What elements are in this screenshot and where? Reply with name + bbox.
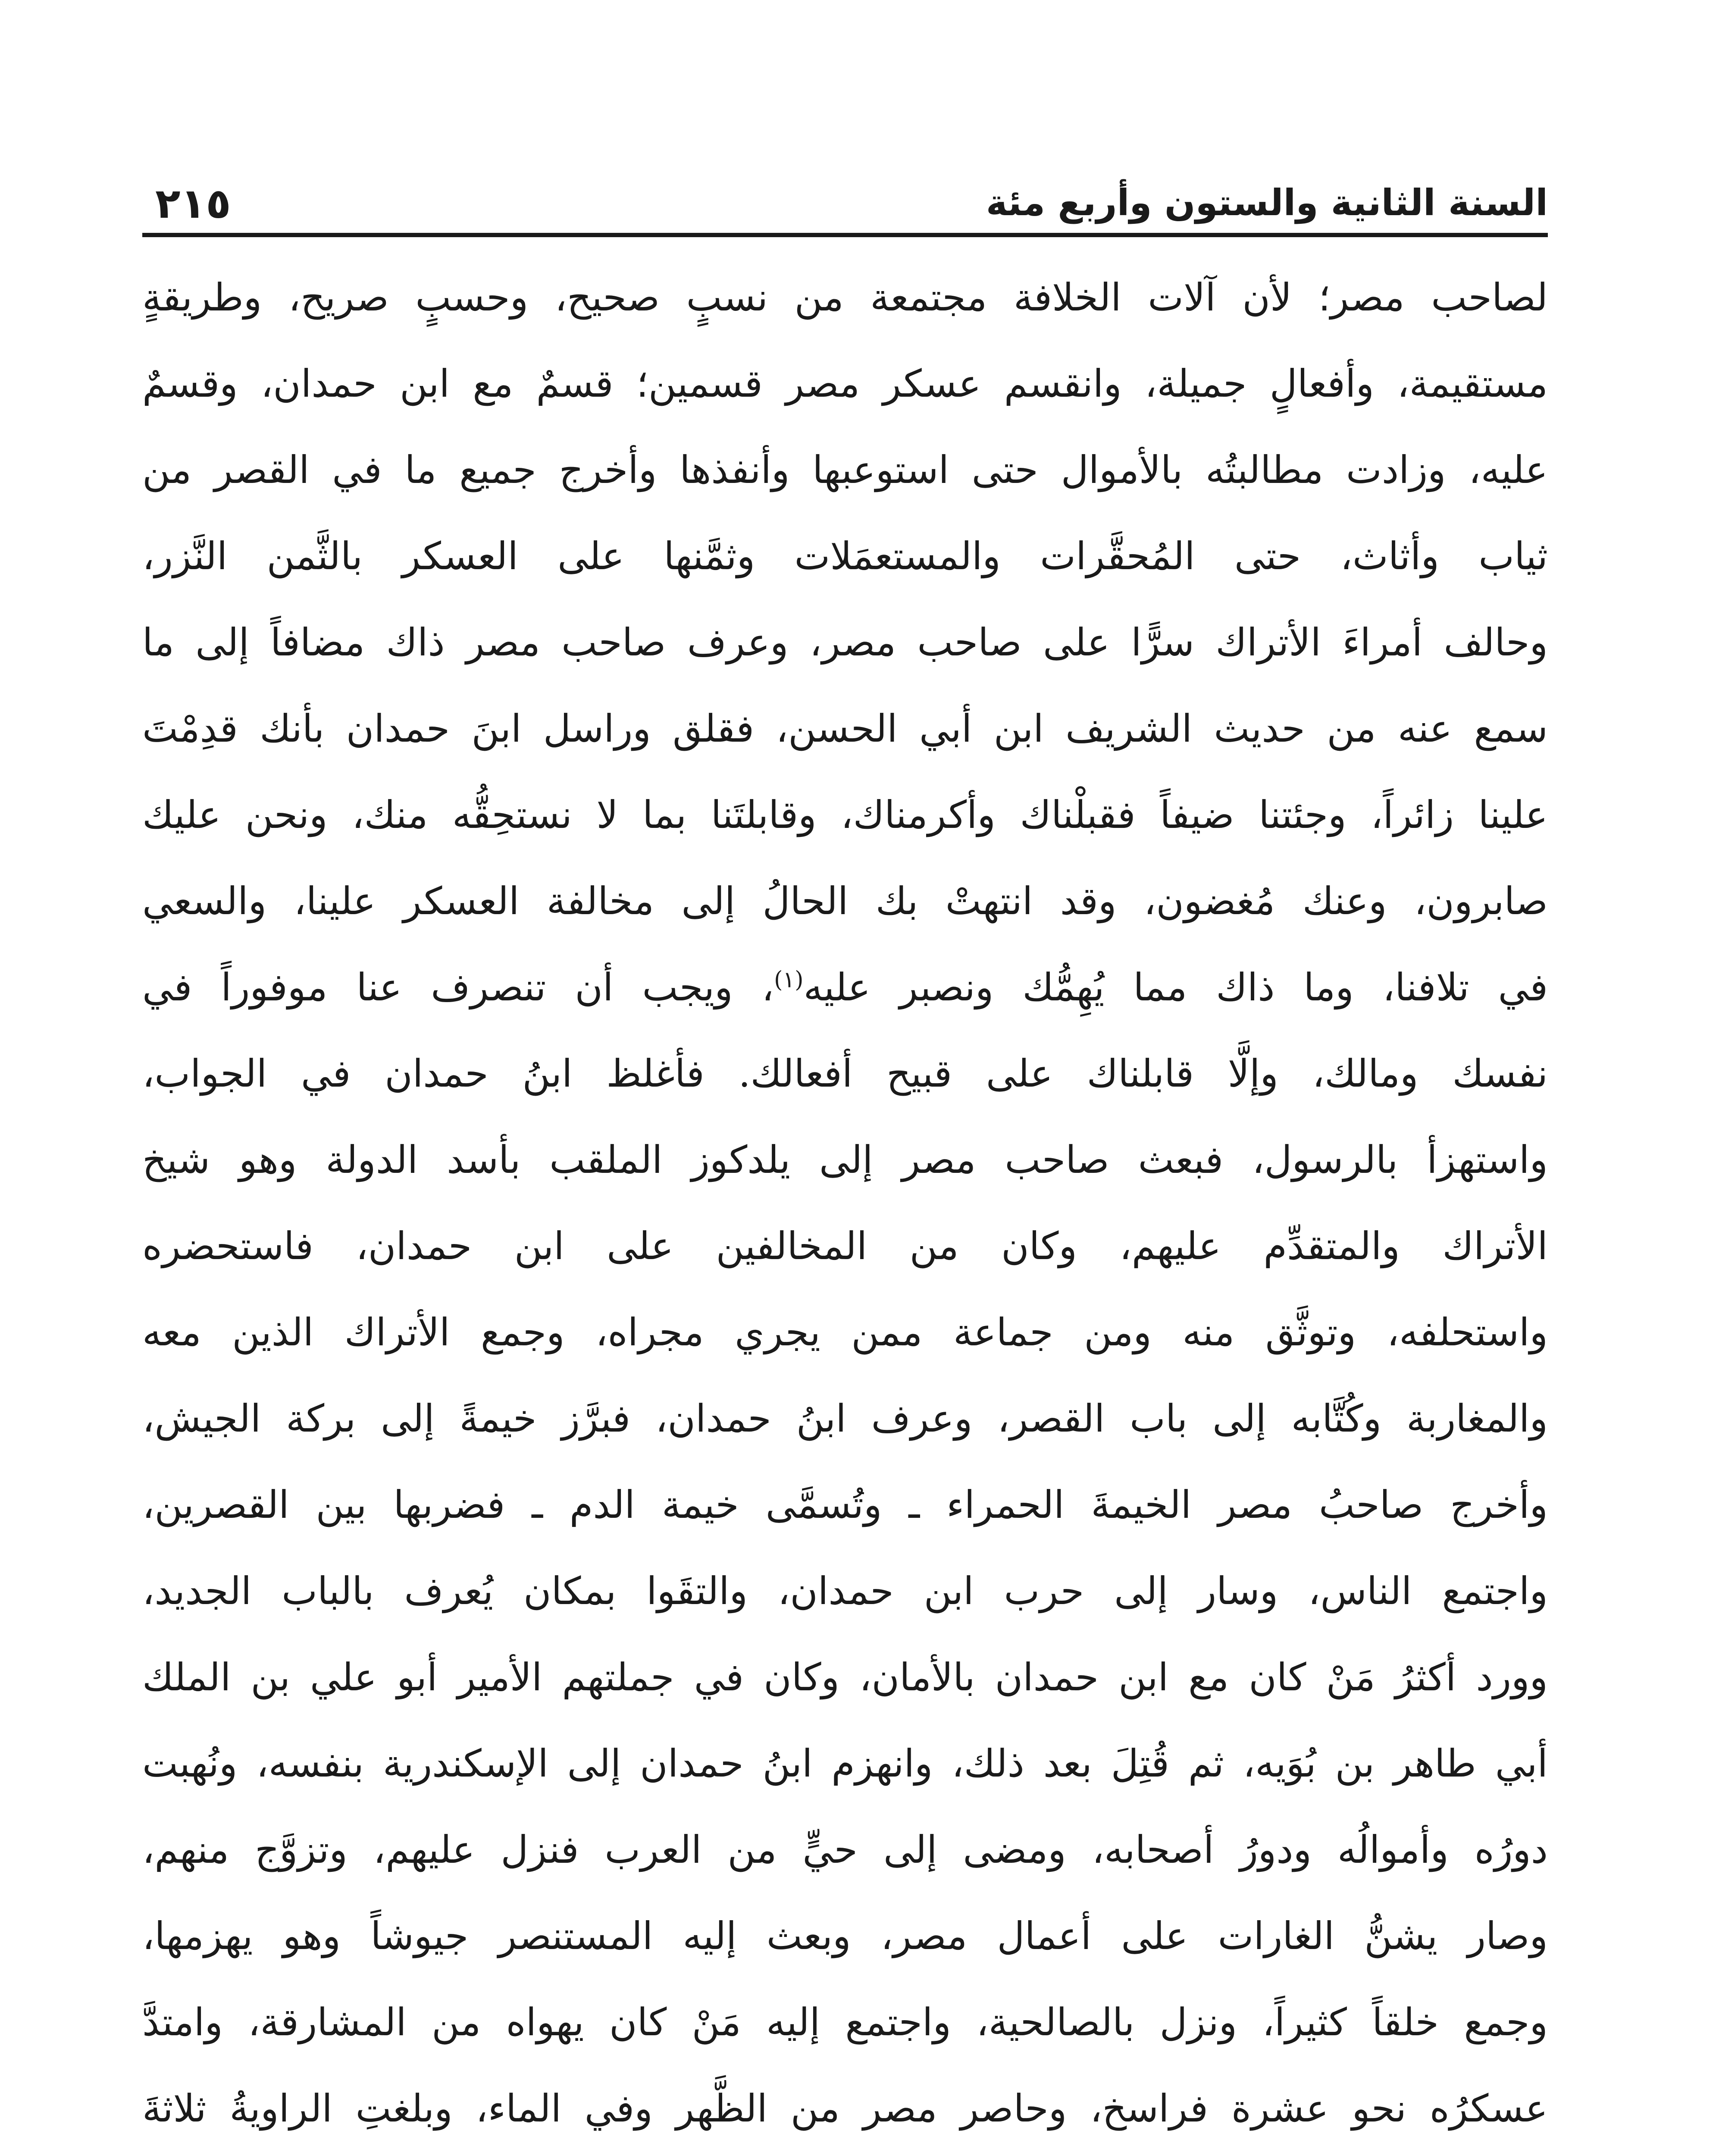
text-line: وجمع خلقاً كثيراً، ونزل بالصالحية، واجتمع إليه مَنْ كان يهواه من المشارقة، وامتدَّ bbox=[142, 2000, 1548, 2044]
text-line bbox=[142, 2152, 1548, 2156]
text-line: واستحلفه، وتوثَّق منه ومن جماعة ممن يجري مجراه، وجمع الأتراك الذين معه bbox=[142, 1310, 1548, 1354]
text-line: عليه، وزادت مطالبتُه بالأموال حتى استوعبها وأنفذها وأخرج جميع ما في القصر من bbox=[142, 448, 1548, 492]
text-line: أبي طاهر بن بُوَيه، ثم قُتِلَ بعد ذلك، وانهزم ابنُ حمدان إلى الإسكندرية بنفسه، ونُهبت bbox=[142, 1741, 1548, 1786]
text-line: والمغاربة وكُتَّابه إلى باب القصر، وعرف ابنُ حمدان، فبرَّز خيمةً إلى بركة الجيش، bbox=[142, 1396, 1548, 1441]
text-line: نفسك ومالك، وإلَّا قابلناك على قبيح أفعالك. فأغلظ ابنُ حمدان في الجواب، bbox=[142, 1051, 1548, 1096]
text-line: واجتمع الناس، وسار إلى حرب ابن حمدان، والتقَوا بمكان يُعرف بالباب الجديد، bbox=[142, 1569, 1548, 1613]
text-segment: ، ويجب أن تنصرف عنا موفوراً في bbox=[142, 965, 774, 1009]
text-line: وصار يشنُّ الغارات على أعمال مصر، وبعث إليه المستنصر جيوشاً وهو يهزمها، bbox=[142, 1914, 1548, 1958]
header-divider bbox=[142, 233, 1548, 237]
text-line: سمع عنه من حديث الشريف ابن أبي الحسن، فقلق وراسل ابنَ حمدان بأنك قدِمْتَ bbox=[142, 706, 1548, 751]
text-line: الأتراك والمتقدِّم عليهم، وكان من المخالفين على ابن حمدان، فاستحضره bbox=[142, 1224, 1548, 1268]
page-header bbox=[142, 160, 1548, 229]
text-segment: في تلافنا، وما ذاك مما يُهِمُّك ونصبر عليه bbox=[803, 965, 1548, 1009]
text-line: واستهزأ بالرسول، فبعث صاحب مصر إلى يلدكوز الملقب بأسد الدولة وهو شيخ bbox=[142, 1138, 1548, 1182]
page-number: ٢١٥ bbox=[155, 179, 231, 228]
text-line: وأخرج صاحبُ مصر الخيمةَ الحمراء ـ وتُسمَّى خيمة الدم ـ فضربها بين القصرين، bbox=[142, 1482, 1548, 1527]
text-line: صابرون، وعنك مُغضون، وقد انتهتْ بك الحالُ إلى مخالفة العسكر علينا، والسعي bbox=[142, 879, 1548, 923]
main-text bbox=[142, 254, 1548, 2156]
text-line: لصاحب مصر؛ لأن آلات الخلافة مجتمعة من نسبٍ صحيح، وحسبٍ صريح، وطريقةٍ bbox=[142, 275, 1548, 320]
text-line-with-footnote bbox=[142, 944, 1548, 1031]
text-line: وورد أكثرُ مَنْ كان مع ابن حمدان بالأمان، وكان في جملتهم الأمير أبو علي بن الملك bbox=[142, 1655, 1548, 1699]
text-line: وحالف أمراءَ الأتراك سرًّا على صاحب مصر، وعرف صاحب مصر ذاك مضافاً إلى ما bbox=[142, 620, 1548, 664]
running-title: السنة الثانية والستون وأربع مئة bbox=[986, 182, 1548, 224]
text-line: دورُه وأموالُه ودورُ أصحابه، ومضى إلى حيٍّ من العرب فنزل عليهم، وتزوَّج منهم، bbox=[142, 1827, 1548, 1872]
text-line: مستقيمة، وأفعالٍ جميلة، وانقسم عسكر مصر قسمين؛ قسمٌ مع ابن حمدان، وقسمٌ bbox=[142, 361, 1548, 406]
text-line: علينا زائراً، وجئتنا ضيفاً فقبلْناك وأكرمناك، وقابلتَنا بما لا نستحِقُّه منك، ونحن عليك bbox=[142, 793, 1548, 837]
text-line: ثياب وأثاث، حتى المُحقَّرات والمستعمَلات وثمَّنها على العسكر بالثَّمن النَّزر، bbox=[142, 534, 1548, 578]
footnote-reference[interactable]: (١) bbox=[774, 967, 804, 993]
text-line: عسكرُه نحو عشرة فراسخ، وحاصر مصر من الظَّهر وفي الماء، وبلغتِ الراويةُ ثلاثةَ bbox=[142, 2086, 1548, 2131]
